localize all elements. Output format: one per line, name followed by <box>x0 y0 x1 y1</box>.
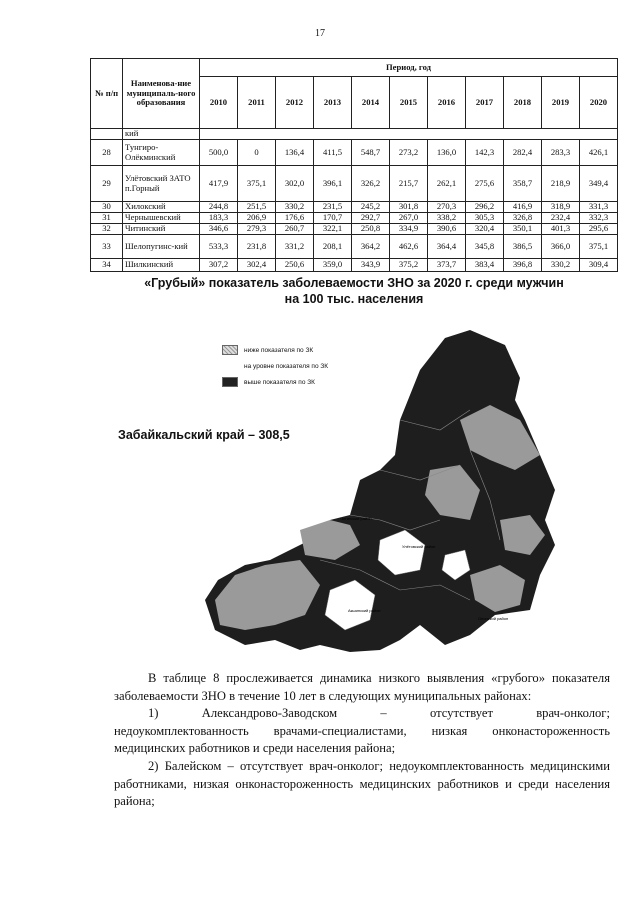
value-cell: 366,0 <box>542 235 580 259</box>
value-cell: 282,4 <box>504 140 542 166</box>
value-cell: 302,4 <box>238 259 276 272</box>
year-header: 2012 <box>276 77 314 129</box>
value-cell: 302,0 <box>276 166 314 202</box>
map-label-uletov: Улётовский район <box>402 544 436 549</box>
value-cell: 331,3 <box>580 202 618 213</box>
header-name: Наименова-ние муниципаль-ного образования <box>123 59 200 129</box>
value-cell: 231,8 <box>238 235 276 259</box>
value-cell: 386,5 <box>504 235 542 259</box>
value-cell: 260,7 <box>276 224 314 235</box>
list-item-1 <box>114 705 610 723</box>
row-number: 34 <box>91 259 123 272</box>
value-cell: 359,0 <box>314 259 352 272</box>
row-municipality: Шелопугинс-кий <box>123 235 200 259</box>
body-text <box>114 670 610 811</box>
legend-swatch-below <box>222 345 238 355</box>
value-cell: 232,4 <box>542 213 580 224</box>
legend-row-below <box>222 342 328 358</box>
row-municipality: Хилокский <box>123 202 200 213</box>
value-cell: 183,3 <box>200 213 238 224</box>
list-item-1-name: Александрово-Заводском <box>201 706 338 721</box>
year-header: 2013 <box>314 77 352 129</box>
value-cell: 305,3 <box>466 213 504 224</box>
legend-row-at <box>222 358 328 374</box>
value-cell: 262,1 <box>428 166 466 202</box>
year-header: 2016 <box>428 77 466 129</box>
value-cell: 346,6 <box>200 224 238 235</box>
row-municipality: Шилкинский <box>123 259 200 272</box>
value-cell: 296,2 <box>466 202 504 213</box>
year-header: 2011 <box>238 77 276 129</box>
map-label-chita: Читинский район <box>340 516 372 521</box>
map-legend <box>222 342 328 390</box>
value-cell: 215,7 <box>390 166 428 202</box>
value-cell: 548,7 <box>352 140 390 166</box>
header-num: № п/п <box>91 59 123 129</box>
value-cell: 267,0 <box>390 213 428 224</box>
value-cell: 206,9 <box>238 213 276 224</box>
year-header: 2010 <box>200 77 238 129</box>
value-cell: 426,1 <box>580 140 618 166</box>
value-cell: 275,6 <box>466 166 504 202</box>
value-cell: 136,4 <box>276 140 314 166</box>
value-cell: 326,8 <box>504 213 542 224</box>
list-item-1-absent: отсутствует <box>429 706 493 721</box>
carry-over-name-cell: кий <box>123 129 200 140</box>
list-item-1-continuation: недоукомплектованность врачами-специалистами, низкая онконастороженность медицинских работников и среди населения района; <box>114 723 610 756</box>
row-municipality: Улётовский ЗАТО п.Горный <box>123 166 200 202</box>
value-cell: 322,1 <box>314 224 352 235</box>
value-cell: 462,6 <box>390 235 428 259</box>
legend-row-above <box>222 374 328 390</box>
year-header: 2018 <box>504 77 542 129</box>
legend-label-below: ниже показателя по ЗК <box>244 346 314 354</box>
value-cell: 533,3 <box>200 235 238 259</box>
list-item-2: 2) Балейском – отсутствует врач-онколог; недоукомплектованность медицинскими работниками, низкая онконастороженность медицинских работников и среди населения района; <box>114 758 610 809</box>
value-cell: 390,6 <box>428 224 466 235</box>
year-header: 2020 <box>580 77 618 129</box>
value-cell: 350,1 <box>504 224 542 235</box>
value-cell: 330,2 <box>542 259 580 272</box>
paragraph-1: В таблице 8 прослеживается динамика низкого выявления «грубого» показателя заболеваемости ЗНО в течение 10 лет в следующих муниципальных районах: <box>114 671 610 703</box>
map-label-akshin: Акшинский район <box>348 608 381 613</box>
year-header: 2014 <box>352 77 390 129</box>
value-cell: 231,5 <box>314 202 352 213</box>
value-cell: 358,7 <box>504 166 542 202</box>
region-total-label: Забайкальский край – 308,5 <box>118 428 290 442</box>
list-item-1-oncologist: врач-онколог; <box>536 706 610 721</box>
value-cell: 401,3 <box>542 224 580 235</box>
value-cell: 301,8 <box>390 202 428 213</box>
list-item-1-dash: – <box>380 706 387 721</box>
row-number: 32 <box>91 224 123 235</box>
value-cell: 218,9 <box>542 166 580 202</box>
value-cell: 136,0 <box>428 140 466 166</box>
value-cell: 270,3 <box>428 202 466 213</box>
value-cell: 244,8 <box>200 202 238 213</box>
value-cell: 383,4 <box>466 259 504 272</box>
value-cell: 364,2 <box>352 235 390 259</box>
value-cell: 375,2 <box>390 259 428 272</box>
value-cell: 292,7 <box>352 213 390 224</box>
value-cell: 142,3 <box>466 140 504 166</box>
year-header: 2015 <box>390 77 428 129</box>
value-cell: 417,9 <box>200 166 238 202</box>
value-cell: 176,6 <box>276 213 314 224</box>
legend-swatch-at <box>222 361 238 371</box>
value-cell: 375,1 <box>238 166 276 202</box>
value-cell: 330,2 <box>276 202 314 213</box>
value-cell: 279,3 <box>238 224 276 235</box>
row-number: 29 <box>91 166 123 202</box>
value-cell: 208,1 <box>314 235 352 259</box>
value-cell: 396,8 <box>504 259 542 272</box>
value-cell: 411,5 <box>314 140 352 166</box>
value-cell: 332,3 <box>580 213 618 224</box>
legend-label-at: на уровне показателя по ЗК <box>244 362 329 370</box>
legend-label-above: выше показателя по ЗК <box>244 378 315 386</box>
value-cell: 307,2 <box>200 259 238 272</box>
row-number: 30 <box>91 202 123 213</box>
value-cell: 338,2 <box>428 213 466 224</box>
row-municipality: Чернышевский <box>123 213 200 224</box>
value-cell: 309,4 <box>580 259 618 272</box>
value-cell: 295,6 <box>580 224 618 235</box>
map-title-line2: на 100 тыс. населения <box>284 292 424 306</box>
value-cell: 326,2 <box>352 166 390 202</box>
value-cell: 345,8 <box>466 235 504 259</box>
value-cell: 283,3 <box>542 140 580 166</box>
page-number: 17 <box>315 28 325 39</box>
value-cell: 375,1 <box>580 235 618 259</box>
row-number: 28 <box>91 140 123 166</box>
value-cell: 250,8 <box>352 224 390 235</box>
legend-swatch-above <box>222 377 238 387</box>
value-cell: 250,6 <box>276 259 314 272</box>
map-title-line1: «Грубый» показатель заболеваемости ЗНО за 2020 г. среди мужчин <box>144 276 564 290</box>
value-cell: 343,9 <box>352 259 390 272</box>
row-municipality: Читинский <box>123 224 200 235</box>
value-cell: 331,2 <box>276 235 314 259</box>
row-municipality: Тунгиро-Олёкминский <box>123 140 200 166</box>
year-header: 2017 <box>466 77 504 129</box>
value-cell: 273,2 <box>390 140 428 166</box>
value-cell: 320,4 <box>466 224 504 235</box>
value-cell: 416,9 <box>504 202 542 213</box>
map-label-onon: Ононский район <box>478 616 509 621</box>
value-cell: 318,9 <box>542 202 580 213</box>
value-cell: 373,7 <box>428 259 466 272</box>
list-item-1-num: 1) <box>148 706 159 721</box>
value-cell: 334,9 <box>390 224 428 235</box>
value-cell: 0 <box>238 140 276 166</box>
value-cell: 251,5 <box>238 202 276 213</box>
value-cell: 396,1 <box>314 166 352 202</box>
value-cell: 245,2 <box>352 202 390 213</box>
value-cell: 349,4 <box>580 166 618 202</box>
header-period: Период, год <box>200 59 618 77</box>
row-number: 31 <box>91 213 123 224</box>
value-cell: 500,0 <box>200 140 238 166</box>
row-number: 33 <box>91 235 123 259</box>
year-header: 2019 <box>542 77 580 129</box>
value-cell: 364,4 <box>428 235 466 259</box>
value-cell: 170,7 <box>314 213 352 224</box>
